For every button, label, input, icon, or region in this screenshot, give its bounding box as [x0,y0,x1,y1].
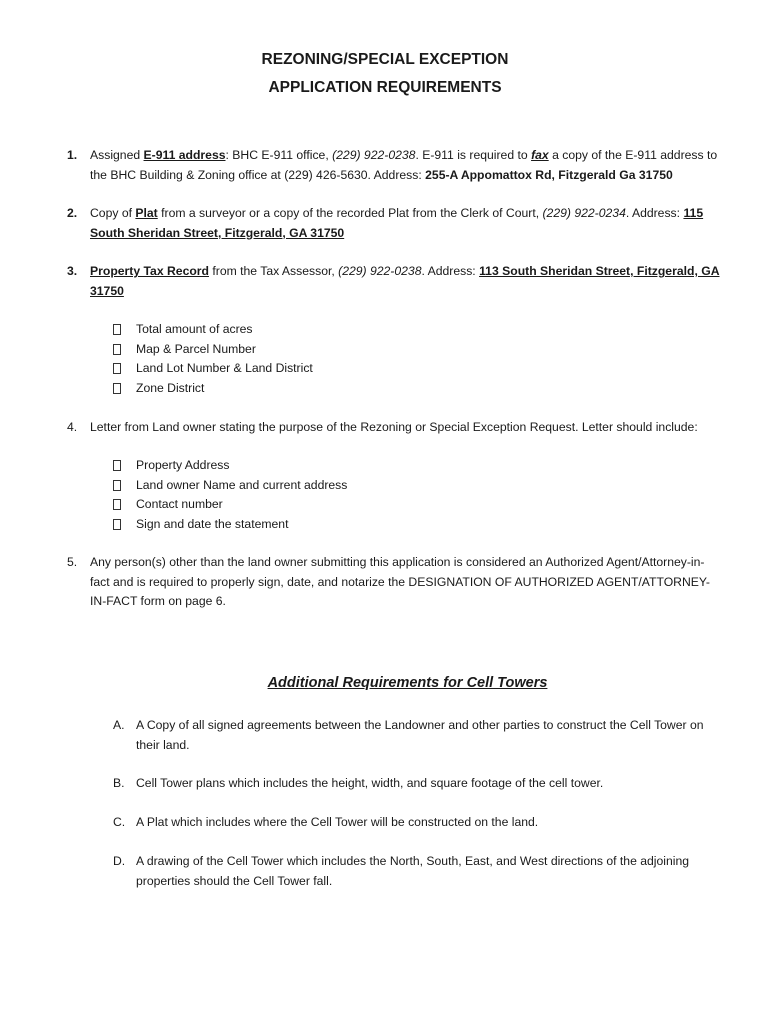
list-item: Map & Parcel Number [113,340,313,360]
bullet-icon [113,480,121,491]
tax-assessor-address: 113 South Sheridan Street, Fitzgerald, GA 31750 [90,264,720,298]
bullet-icon [113,460,121,471]
item-3-bullet-list [113,320,313,398]
item-4-number: 4. [67,420,78,434]
item-3-text: Property Tax Record from the Tax Assessor, (229) 922-0238. Address: 113 South Sheridan Street, Fitzgerald, GA 31750 [90,264,720,298]
item-2-text: Copy of Plat from a surveyor or a copy of the recorded Plat from the Clerk of Court, (229) 922-0234. Address: 115 South Sheridan Street, Fitzgerald, GA 31750 [90,206,704,240]
cell-item-c-text: A Plat which includes where the Cell Tower will be constructed on the land. [136,815,539,829]
page-title-line-2: APPLICATION REQUIREMENTS [268,79,502,96]
cell-item-b-letter: B. [113,776,125,790]
cell-tower-heading: Additional Requirements for Cell Towers [267,675,548,691]
item-1-number: 1. [67,148,78,162]
clerk-phone: (229) 922-0234 [542,206,626,220]
list-item: Contact number [113,495,347,515]
cell-item-b-text: Cell Tower plans which includes the height, width, and square footage of the cell tower. [136,776,604,790]
e911-office-address: 255-A Appomattox Rd, Fitzgerald Ga 31750 [425,167,673,182]
item-2-number: 2. [67,206,78,220]
cell-item-d-text: A drawing of the Cell Tower which includes the North, South, East, and West directions of the adjoining properties should the Cell Tower fall. [136,854,690,888]
list-item: Zone District [113,379,313,399]
bullet-icon [113,383,121,394]
bullet-icon [113,344,121,355]
plat-label: Plat [135,206,158,220]
list-item: Property Address [113,456,347,476]
list-item: Total amount of acres [113,320,313,340]
tax-assessor-phone: (229) 922-0238 [338,264,422,278]
list-item: Land owner Name and current address [113,476,347,496]
bullet-icon [113,519,121,530]
bullet-icon [113,363,121,374]
item-5-number: 5. [67,555,78,569]
cell-item-a-text: A Copy of all signed agreements between the Landowner and other parties to construct the Cell Tower on their land. [136,718,704,752]
e911-phone: (229) 922-0238 [332,148,416,162]
item-4-text: Letter from Land owner stating the purpose of the Rezoning or Special Exception Request. Letter should include: [90,420,698,434]
item-3-number: 3. [67,264,78,278]
item-5-text: Any person(s) other than the land owner submitting this application is considered an Authorized Agent/Attorney-in-fact and is required to properly sign, date, and notarize the DESIGNATION OF AUTHORIZED AGENT/ATTORNEY-IN-FACT form on page 6. [90,555,710,608]
item-4-bullet-list [113,456,347,534]
cell-item-c-letter: C. [113,815,126,829]
cell-item-d-letter: D. [113,854,126,868]
property-tax-record-label: Property Tax Record [90,264,209,278]
list-item: Sign and date the statement [113,515,347,535]
list-item: Land Lot Number & Land District [113,359,313,379]
bullet-icon [113,324,121,335]
page-title-line-1: REZONING/SPECIAL EXCEPTION [261,51,509,68]
item-1-text: Assigned E-911 address: BHC E-911 office, (229) 922-0238. E-911 is required to fax a copy of the E-911 address to the BHC Building & Zoning office at (229) 426-5630. Address: 255-A Appomattox Rd, Fitzgerald Ga 31750 [90,148,718,182]
cell-item-a-letter: A. [113,718,125,732]
bullet-icon [113,499,121,510]
fax-label: fax [531,148,549,162]
e911-address-label: E-911 address [143,148,226,162]
clerk-address: 115 South Sheridan Street, Fitzgerald, GA 31750 [90,206,704,240]
